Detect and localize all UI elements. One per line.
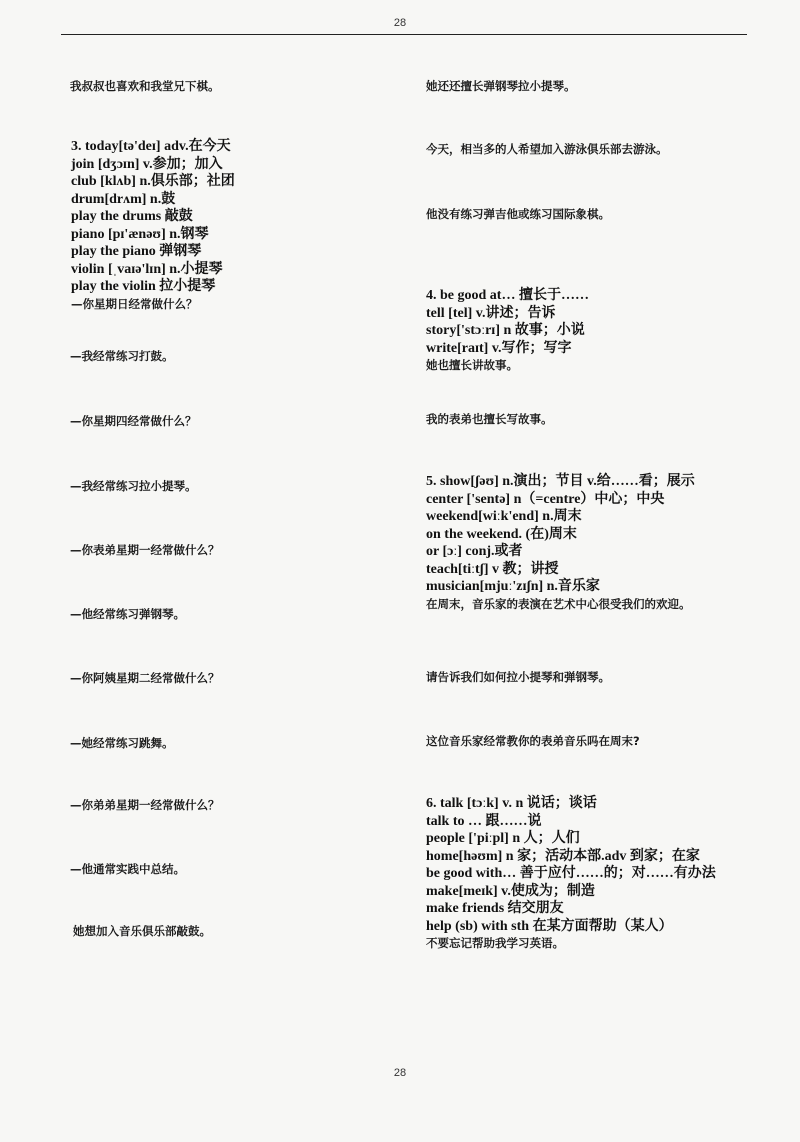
vocab-section-5 <box>426 473 695 613</box>
vocab-line: people ['piːpl] n 人；人们 <box>426 831 580 846</box>
section4-sentence: 她也擅长讲故事。 <box>426 358 518 372</box>
prompt-6: —你阿姨星期二经常做什么？ <box>70 671 220 685</box>
vocab-line: 6. talk [tɔːk] v. n 说话；谈话 <box>426 796 597 811</box>
vocab-line: musician[mjuː'zɪʃn] n.音乐家 <box>426 579 600 594</box>
section5-sentence: 在周末，音乐家的表演在艺术中心很受我们的欢迎。 <box>426 596 691 611</box>
vocab-section-6 <box>426 795 716 953</box>
prompt-10: 她想加入音乐俱乐部敲鼓。 <box>73 924 211 938</box>
vocab-line: on the weekend. (在)周末 <box>426 526 577 542</box>
vocab-line: 3. today[tə'deɪ] adv.在今天 <box>71 139 231 154</box>
vocab-line: center ['sentə] n（=centre）中心；中央 <box>426 491 665 507</box>
vocab-line: play the violin 拉小提琴 <box>71 279 216 294</box>
section6-sentence: 不要忘记帮助我学习英语。 <box>426 936 564 950</box>
vocab-line: story['stɔːrɪ] n 故事；小说 <box>426 323 585 338</box>
vocab-line: club [klʌb] n.俱乐部；社团 <box>71 174 235 189</box>
prompt-3: —我经常练习拉小提琴。 <box>70 479 197 493</box>
right-sentence-3: 他没有练习弹吉他或练习国际象棋。 <box>426 207 610 221</box>
vocab-line: tell [tel] v.讲述；告诉 <box>426 305 556 321</box>
right-sentence-2: 今天，相当多的人希望加入游泳俱乐部去游泳。 <box>426 142 668 156</box>
page-number-top: 28 <box>393 17 407 29</box>
right-sentence-4: 我的表弟也擅长写故事。 <box>426 412 553 426</box>
vocab-line: play the piano 弹钢琴 <box>71 244 202 259</box>
page-number-bottom: 28 <box>393 1067 407 1079</box>
vocab-line: drum[drʌm] n.鼓 <box>71 191 176 207</box>
vocab-line: violin [ˌvaɪə'lɪn] n.小提琴 <box>71 261 223 277</box>
right-sentence-6: 这位音乐家经常教你的表弟音乐吗在周末? <box>426 734 640 748</box>
vocab-line: make friends 结交朋友 <box>426 901 564 916</box>
prompt-5: —他经常练习弹钢琴。 <box>70 607 185 621</box>
vocab-line: home[həʊm] n 家；活动本部.adv 到家；在家 <box>426 848 700 864</box>
vocab-section-3 <box>71 138 235 313</box>
section3-question: —你星期日经常做什么？ <box>71 296 198 311</box>
vocab-line: 4. be good at… 擅长于…… <box>426 288 589 303</box>
vocab-line: teach[tiːtʃ] v 教；讲授 <box>426 561 559 577</box>
vocab-line: join [dʒɔɪn] v.参加；加入 <box>71 156 223 172</box>
vocab-line: help (sb) with sth 在某方面帮助（某人） <box>426 918 673 934</box>
vocab-line: be good with… 善于应付……的；对……有办法 <box>426 866 716 881</box>
prompt-2: —你星期四经常做什么？ <box>70 414 197 428</box>
header-rule <box>61 34 747 35</box>
vocab-line: piano [pɪ'ænəʊ] n.钢琴 <box>71 226 209 242</box>
vocab-line: weekend[wiːk'end] n.周末 <box>426 509 582 524</box>
vocab-line: write[raɪt] v.写作；写字 <box>426 340 572 356</box>
right-sentence-5: 请告诉我们如何拉小提琴和弹钢琴。 <box>426 670 610 684</box>
prompt-9: —他通常实践中总结。 <box>70 862 185 876</box>
vocab-line: make[meɪk] v.使成为；制造 <box>426 883 595 899</box>
vocab-line: or [ɔː] conj.或者 <box>426 544 523 559</box>
left-sentence-1: 我叔叔也喜欢和我堂兄下棋。 <box>70 79 220 93</box>
prompt-8: —你弟弟星期一经常做什么？ <box>70 798 220 812</box>
prompt-1: —我经常练习打鼓。 <box>70 349 174 363</box>
vocab-line: talk to … 跟……说 <box>426 813 542 829</box>
prompt-4: —你表弟星期一经常做什么？ <box>70 543 220 557</box>
right-sentence-1: 她还还擅长弹钢琴拉小提琴。 <box>426 79 576 93</box>
vocab-line: play the drums 敲鼓 <box>71 209 193 224</box>
vocab-section-4 <box>426 287 589 375</box>
vocab-line: 5. show[ʃəʊ] n.演出；节目 v.给……看；展示 <box>426 474 695 489</box>
prompt-7: —她经常练习跳舞。 <box>70 736 174 750</box>
